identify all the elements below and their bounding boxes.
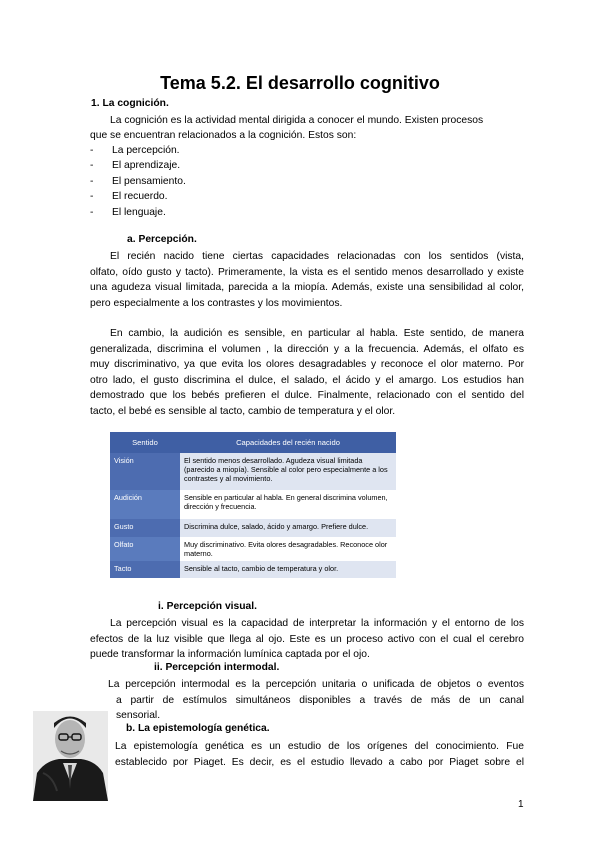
table-header-capacidades: Capacidades del recién nacido <box>180 432 396 453</box>
page-number: 1 <box>518 799 524 810</box>
process-list <box>90 143 186 220</box>
list-item: - El aprendizaje. <box>90 160 181 172</box>
table-row: Gusto Discrimina dulce, salado, ácido y amargo. Prefiere dulce. <box>110 519 396 537</box>
epistemologia-paragraph: La epistemología genética es un estudio de los orígenes del conocimiento. Fue establecido por Piaget. Es decir, es el estudio llevado a cabo por Piaget sobre el <box>115 741 524 768</box>
intro-line-1: La cognición es la actividad mental dirigida a conocer el mundo. Existen procesos <box>110 115 484 126</box>
table-row: Olfato Muy discriminativo. Evita olores desagradables. Reconoce olor materno. <box>110 537 396 561</box>
percepcion-visual-paragraph: La percepción visual es la capacidad de interpretar la información y el entorno de los efectos de la luz visible que llega al ojo. Este es un proceso activo con el cual el cerebro puede transformar la información lumínica captada por el ojo. <box>90 618 524 661</box>
percepcion-paragraph-2: En cambio, la audición es sensible, en particular al habla. Este sentido, de manera generalizada, discrimina el volumen , la dirección y a la frecuencia. Además, el olfato es muy discriminativo, ya que evita los olores desagradables y reconoce el olor materno. Por otro lado, el gusto discrimina el dulce, el salado, el ácido y el amargo. Los estudios han demostrado que los bebés prefieren el dulce. Finalmente, relacionado con el sentido del tacto, el bebé es sensible al tacto, cambio de temperatura y el olor. <box>90 328 524 417</box>
section-heading-percepcion: a. Percepción. <box>127 234 197 245</box>
table-row: Visión El sentido menos desarrollado. Agudeza visual limitada (parecido a miopía). Sensible al color pero especialmente a los contrastes y al movimiento. <box>110 453 396 490</box>
list-item: - El pensamiento. <box>90 175 186 187</box>
section-heading-epistemologia: b. La epistemología genética. <box>126 723 270 734</box>
intro-line-2: que se encuentran relacionados a la cognición. Estos son: <box>90 130 357 141</box>
senses-table <box>110 432 396 578</box>
subheading-percepcion-visual: i. Percepción visual. <box>158 601 258 612</box>
subheading-percepcion-intermodal: ii. Percepción intermodal. <box>154 662 280 673</box>
percepcion-intermodal-paragraph: La percepción intermodal es la percepción unitaria o unificada de objetos o eventos a partir de estímulos simultáneos disponibles a través de más de un canal sensorial. <box>108 679 524 722</box>
section-heading-cognicion: 1. La cognición. <box>91 98 169 109</box>
table-row: Tacto Sensible al tacto, cambio de temperatura y olor. <box>110 561 396 578</box>
list-item: - El lenguaje. <box>90 206 166 218</box>
percepcion-paragraph-1: El recién nacido tiene ciertas capacidades relacionadas con los sentidos (vista, olfato, oído gusto y tacto). Primeramente, la vista es el sentido menos desarrollado y existe una agudeza visual limitada, parecida a la miopía. Además, existe una sensibilidad al color, pero especialmente a los contrastes y los movimientos. <box>90 251 524 309</box>
table-header-sentido: Sentido <box>110 432 180 453</box>
piaget-photo <box>33 711 108 801</box>
list-item: - La percepción. <box>90 145 180 156</box>
table-row: Audición Sensible en particular al habla. En general discrimina volumen, dirección y frecuencia. <box>110 490 396 519</box>
page-title: Tema 5.2. El desarrollo cognitivo <box>160 73 440 93</box>
portrait-image <box>33 711 108 801</box>
list-item: - El recuerdo. <box>90 191 168 203</box>
